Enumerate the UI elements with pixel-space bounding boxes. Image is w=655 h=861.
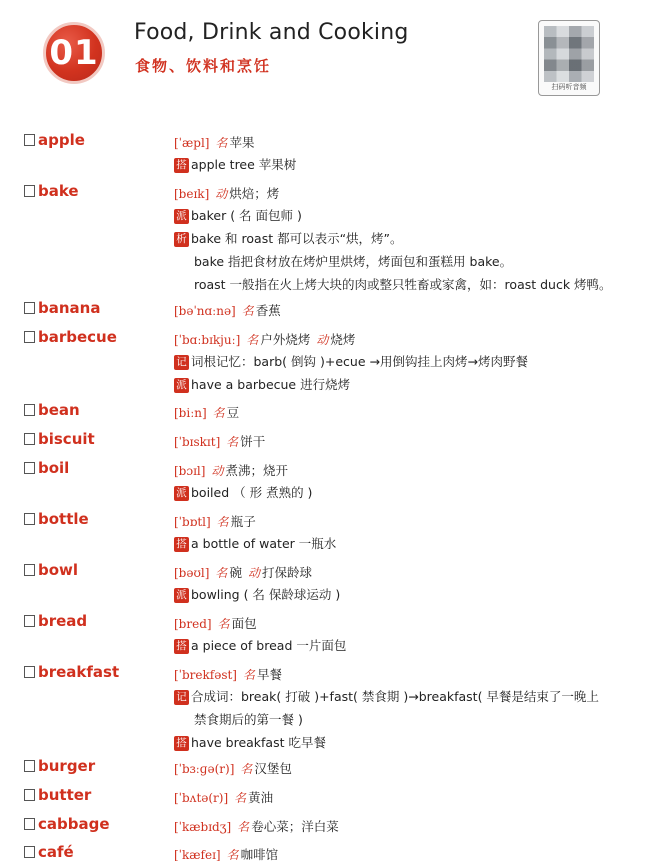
meaning: 香蕉 — [255, 303, 281, 318]
note-tag-icon: 搭 — [174, 537, 189, 552]
checkbox[interactable] — [24, 846, 35, 858]
note-text: roast 一般指在火上烤大块的肉或整只牲畜或家禽，如：roast duck 烤鸭。 — [194, 277, 612, 292]
definition-line — [174, 204, 644, 227]
part-of-speech: 名 — [237, 820, 250, 834]
vocab-word-text: burger — [38, 757, 96, 775]
vocab-word-text: breakfast — [38, 663, 120, 681]
vocab-word — [24, 815, 110, 833]
definition-line — [174, 843, 644, 861]
vocab-word-text: barbecue — [38, 328, 117, 346]
vocab-word — [24, 757, 95, 775]
meaning: 汉堡包 — [254, 761, 292, 776]
checkbox[interactable] — [24, 462, 35, 474]
definition-line — [174, 757, 644, 779]
definition-line — [174, 612, 644, 634]
checkbox[interactable] — [24, 433, 35, 445]
checkbox[interactable] — [24, 818, 35, 830]
vocab-definition — [174, 328, 644, 396]
meaning: 咖啡馆 — [240, 847, 279, 861]
meaning: 烘焙；烤 — [229, 186, 280, 201]
part-of-speech: 动 — [211, 464, 224, 478]
definition-line — [174, 131, 644, 153]
definition-line — [174, 153, 644, 176]
meaning: 瓶子 — [230, 514, 256, 529]
definition-line — [174, 685, 644, 708]
vocab-definition — [174, 459, 644, 504]
checkbox[interactable] — [24, 760, 35, 772]
meaning: 黄油 — [248, 790, 274, 805]
vocab-word-text: bean — [38, 401, 80, 419]
part-of-speech: 名 — [240, 762, 253, 776]
definition-line — [174, 663, 644, 685]
unit-number: 01 — [49, 33, 99, 73]
definition-line — [174, 373, 644, 396]
definition-line — [174, 250, 644, 273]
note-text: a bottle of water 一瓶水 — [191, 536, 337, 551]
meaning: 烧烤 — [330, 332, 356, 347]
vocab-word-text: apple — [38, 131, 85, 149]
unit-badge — [43, 22, 105, 84]
part-of-speech: 动 — [316, 333, 329, 347]
note-tag-icon: 派 — [174, 588, 189, 603]
vocab-word — [24, 843, 74, 861]
note-tag-icon: 记 — [174, 690, 189, 705]
definition-line — [174, 328, 644, 350]
vocab-word — [24, 510, 89, 528]
meaning: 打保龄球 — [261, 565, 312, 580]
qr-code[interactable] — [538, 20, 600, 96]
note-tag-icon: 派 — [174, 378, 189, 393]
definition-line — [174, 273, 644, 296]
note-text: apple tree 苹果树 — [191, 157, 297, 172]
checkbox[interactable] — [24, 302, 35, 314]
part-of-speech: 动 — [215, 187, 228, 201]
vocab-definition — [174, 430, 644, 452]
checkbox[interactable] — [24, 404, 35, 416]
vocab-definition — [174, 815, 644, 837]
meaning: 煮沸；烧开 — [225, 463, 288, 478]
part-of-speech: 名 — [241, 304, 254, 318]
note-tag-icon: 搭 — [174, 158, 189, 173]
page-header — [0, 0, 655, 110]
vocab-word — [24, 182, 79, 200]
pronunciation: [bɔɪl] — [174, 464, 206, 478]
pronunciation: [ˈbʌtə(r)] — [174, 791, 229, 805]
pronunciation: [bəʊl] — [174, 566, 210, 580]
definition-line — [174, 227, 644, 250]
note-text: have a barbecue 进行烧烤 — [191, 377, 351, 392]
meaning: 饼干 — [240, 434, 266, 449]
vocab-definition — [174, 182, 644, 296]
meaning: 卷心菜；洋白菜 — [251, 819, 339, 834]
vocab-definition — [174, 612, 644, 657]
pronunciation: [ˈbɒtl] — [174, 515, 211, 529]
checkbox[interactable] — [24, 666, 35, 678]
pronunciation: [bəˈnɑːnə] — [174, 304, 236, 318]
pronunciation: [ˈkæfeɪ] — [174, 848, 221, 861]
note-text: bowling ( 名 保龄球运动 ) — [191, 587, 341, 602]
meaning: 豆 — [226, 405, 240, 420]
note-tag-icon: 派 — [174, 209, 189, 224]
checkbox[interactable] — [24, 134, 35, 146]
note-tag-icon: 析 — [174, 232, 189, 247]
meaning: 早餐 — [256, 667, 282, 682]
checkbox[interactable] — [24, 789, 35, 801]
checkbox[interactable] — [24, 185, 35, 197]
vocab-word-text: bottle — [38, 510, 89, 528]
note-tag-icon: 记 — [174, 355, 189, 370]
note-text: 词根记忆：barb( 倒钩 )+ecue →用倒钩挂上肉烤→烤肉野餐 — [191, 354, 528, 369]
definition-line — [174, 532, 644, 555]
note-tag-icon: 派 — [174, 486, 189, 501]
vocab-word-text: boil — [38, 459, 70, 477]
pronunciation: [bred] — [174, 617, 212, 631]
part-of-speech: 名 — [226, 435, 239, 449]
vocab-definition — [174, 299, 644, 321]
pronunciation: [ˈæpl] — [174, 136, 210, 150]
vocab-definition — [174, 401, 644, 423]
definition-line — [174, 731, 644, 754]
checkbox[interactable] — [24, 564, 35, 576]
part-of-speech: 名 — [212, 406, 225, 420]
vocab-word-text: biscuit — [38, 430, 95, 448]
vocab-word-text: bowl — [38, 561, 79, 579]
definition-line — [174, 459, 644, 481]
pronunciation: [biːn] — [174, 406, 207, 420]
checkbox[interactable] — [24, 513, 35, 525]
note-text: 合成词：break( 打破 )+fast( 禁食期 )→breakfast( 早餐是结束了一晚上 — [191, 689, 599, 704]
meaning: 户外烧烤 — [260, 332, 311, 347]
vocab-word — [24, 401, 80, 419]
checkbox[interactable] — [24, 331, 35, 343]
note-text: bake 和 roast 都可以表示“烘，烤”。 — [191, 231, 403, 246]
part-of-speech: 名 — [234, 791, 247, 805]
pronunciation: [ˈbrekfəst] — [174, 668, 237, 682]
part-of-speech: 名 — [246, 333, 259, 347]
checkbox[interactable] — [24, 615, 35, 627]
vocab-definition — [174, 786, 644, 808]
vocab-word — [24, 786, 91, 804]
pronunciation: [ˈbɪskɪt] — [174, 435, 221, 449]
definition-line — [174, 182, 644, 204]
meaning: 面包 — [231, 616, 257, 631]
definition-line — [174, 561, 644, 583]
pronunciation: [beɪk] — [174, 187, 210, 201]
note-text: a piece of bread 一片面包 — [191, 638, 347, 653]
pronunciation: [ˈbɜːɡə(r)] — [174, 762, 235, 776]
vocab-word-text: bread — [38, 612, 88, 630]
definition-line — [174, 350, 644, 373]
vocab-definition — [174, 131, 644, 176]
vocab-word — [24, 131, 85, 149]
part-of-speech: 名 — [217, 617, 230, 631]
vocab-word-text: banana — [38, 299, 101, 317]
vocab-word-text: cabbage — [38, 815, 110, 833]
part-of-speech: 名 — [215, 136, 228, 150]
vocab-word-text: bake — [38, 182, 79, 200]
definition-line — [174, 634, 644, 657]
note-text: boiled （ 形 煮熟的 ) — [191, 485, 313, 500]
vocab-word — [24, 561, 78, 579]
definition-line — [174, 430, 644, 452]
vocab-definition — [174, 663, 644, 754]
definition-line — [174, 401, 644, 423]
definition-line — [174, 583, 644, 606]
definition-line — [174, 815, 644, 837]
qr-code-icon — [544, 26, 594, 82]
part-of-speech: 动 — [247, 566, 260, 580]
vocab-word — [24, 663, 119, 681]
note-text: 禁食期后的第一餐 ) — [194, 712, 303, 727]
definition-line — [174, 481, 644, 504]
vocab-definition — [174, 843, 644, 861]
note-text: baker ( 名 面包师 ) — [191, 208, 302, 223]
vocab-word-text: café — [38, 843, 74, 861]
definition-line — [174, 299, 644, 321]
pronunciation: [ˈkæbɪdʒ] — [174, 820, 232, 834]
meaning: 碗 — [229, 565, 242, 580]
part-of-speech: 名 — [226, 848, 239, 861]
definition-line — [174, 786, 644, 808]
page-title: Food, Drink and Cooking — [134, 20, 409, 45]
vocab-word — [24, 459, 69, 477]
vocab-definition — [174, 510, 644, 555]
definition-line — [174, 708, 644, 731]
page-subtitle: 食物、饮料和烹饪 — [135, 57, 272, 75]
part-of-speech: 名 — [216, 515, 229, 529]
qr-label: 扫码听音频 — [551, 83, 587, 91]
part-of-speech: 名 — [242, 668, 255, 682]
note-tag-icon: 搭 — [174, 736, 189, 751]
vocab-word — [24, 299, 100, 317]
part-of-speech: 名 — [215, 566, 228, 580]
vocab-word — [24, 430, 95, 448]
vocab-definition — [174, 757, 644, 779]
vocab-word-text: butter — [38, 786, 92, 804]
vocab-definition — [174, 561, 644, 606]
vocab-word — [24, 328, 117, 346]
vocab-word — [24, 612, 87, 630]
meaning: 苹果 — [229, 135, 255, 150]
pronunciation: [ˈbɑːbɪkjuː] — [174, 333, 241, 347]
note-text: bake 指把食材放在烤炉里烘烤，烤面包和蛋糕用 bake。 — [194, 254, 513, 269]
note-tag-icon: 搭 — [174, 639, 189, 654]
note-text: have breakfast 吃早餐 — [191, 735, 326, 750]
definition-line — [174, 510, 644, 532]
